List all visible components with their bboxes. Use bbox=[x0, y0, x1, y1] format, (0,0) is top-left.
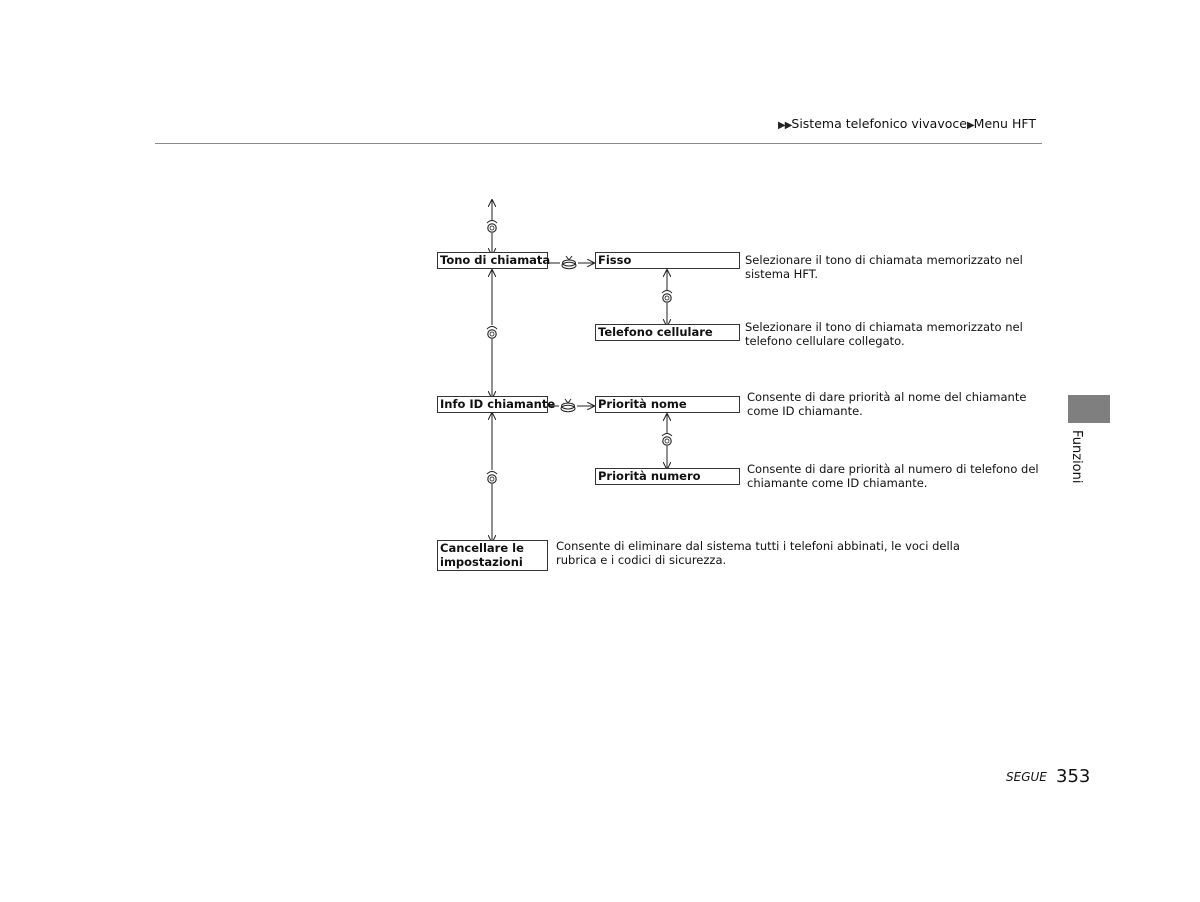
desc-line: Consente di dare priorità al nome del chiamante bbox=[747, 390, 1027, 404]
desc-line: telefono cellulare collegato. bbox=[745, 334, 905, 348]
option-telefono-cellulare bbox=[595, 324, 740, 341]
desc-line: Consente di eliminare dal sistema tutti i telefoni abbinati, le voci della bbox=[556, 539, 960, 553]
continues-label: SEGUE bbox=[1006, 770, 1047, 784]
page-number: 353 bbox=[1056, 766, 1091, 787]
menu-label-line-2: impostazioni bbox=[440, 555, 523, 569]
rotate-knob-icon bbox=[662, 434, 672, 446]
rotate-knob-icon bbox=[487, 327, 497, 339]
press-knob-icon bbox=[561, 399, 575, 412]
breadcrumb-separator-icon: ▶ bbox=[966, 120, 974, 131]
chapter-tab-label bbox=[1066, 430, 1090, 490]
desc-line: rubrica e i codici di sicurezza. bbox=[556, 553, 727, 567]
breadcrumb-marker-icon: ▶▶ bbox=[778, 120, 792, 131]
desc-line: Selezionare il tono di chiamata memorizzato nel bbox=[745, 320, 1023, 334]
rotate-knob-icon bbox=[662, 291, 672, 303]
rotate-knob-icon bbox=[487, 221, 497, 233]
desc-priorita-nome bbox=[747, 390, 1026, 418]
desc-line: come ID chiamante. bbox=[747, 404, 863, 418]
option-priorita-numero bbox=[595, 468, 740, 485]
desc-line: Consente di dare priorità al numero di telefono del bbox=[747, 462, 1039, 476]
menu-tono-di-chiamata bbox=[437, 252, 551, 269]
option-priorita-nome bbox=[595, 396, 740, 413]
desc-line: sistema HFT. bbox=[745, 267, 819, 281]
option-label: Fisso bbox=[598, 253, 632, 267]
rotate-knob-icon bbox=[487, 472, 497, 484]
desc-line: Selezionare il tono di chiamata memorizzato nel bbox=[745, 253, 1023, 267]
desc-fisso bbox=[745, 253, 1023, 281]
menu-label-line-1: Cancellare le bbox=[440, 541, 524, 555]
option-label: Priorità nome bbox=[598, 397, 687, 411]
chapter-tab bbox=[1068, 395, 1110, 423]
desc-telefono-cellulare bbox=[745, 320, 1023, 348]
menu-info-id-chiamante bbox=[437, 396, 556, 413]
breadcrumb-subsection: Menu HFT bbox=[973, 116, 1036, 131]
menu-label: Info ID chiamante bbox=[440, 397, 556, 411]
breadcrumb-section: Sistema telefonico vivavoce bbox=[791, 116, 967, 131]
menu-label: Tono di chiamata bbox=[440, 253, 551, 267]
chapter-tab-text: Funzioni bbox=[1069, 430, 1084, 484]
desc-line: chiamante come ID chiamante. bbox=[747, 476, 928, 490]
desc-priorita-numero bbox=[747, 462, 1039, 490]
option-fisso bbox=[595, 252, 740, 269]
option-label: Priorità numero bbox=[598, 469, 701, 483]
option-label: Telefono cellulare bbox=[598, 325, 713, 339]
menu-cancellare-impostazioni bbox=[437, 540, 548, 571]
desc-cancellare bbox=[556, 539, 960, 567]
press-knob-icon bbox=[562, 256, 576, 269]
